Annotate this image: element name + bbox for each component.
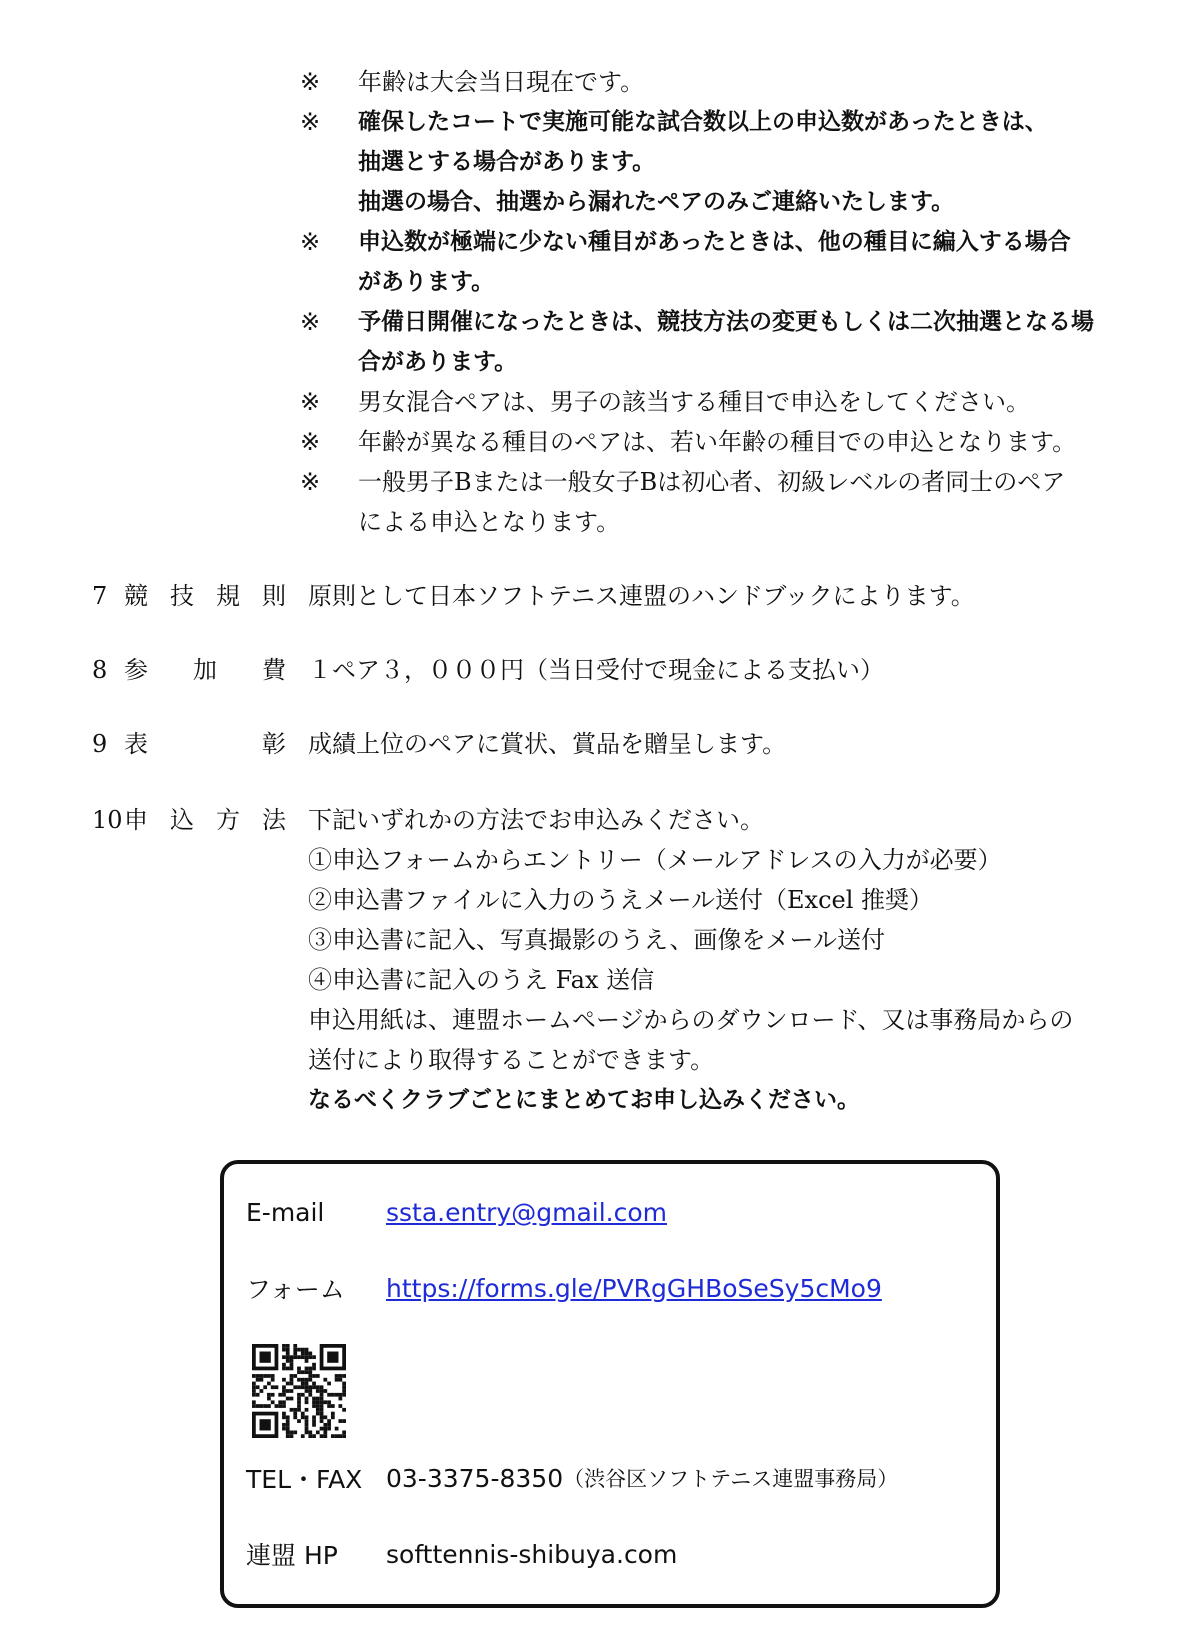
email-label: E-mail (246, 1198, 325, 1227)
contact-tel-row (246, 1460, 898, 1496)
hp-url[interactable]: softtennis-shibuya.com (386, 1539, 678, 1569)
note-item (300, 302, 1160, 382)
section-text: 成績上位のペアに賞状、賞品を贈呈します。 (308, 730, 787, 758)
note-line: による申込となります。 (358, 508, 621, 536)
note-line: 一般男子Bまたは一般女子Bは初心者、初級レベルの者同士のペア (358, 468, 1066, 496)
note-item (300, 222, 1160, 302)
tel-note: （渋谷区ソフトテニス連盟事務局） (563, 1467, 899, 1491)
contact-email-row (246, 1198, 667, 1227)
section-heading: 申 込 方 法 (124, 806, 286, 834)
note-line: 申込数が極端に少ない種目があったときは、他の種目に編入する場合 (358, 229, 1071, 255)
section-text: ②申込書ファイルに入力のうえメール送付（Excel 推奨） (308, 886, 934, 914)
contact-hp-row (246, 1536, 677, 1572)
section-rules (92, 576, 1168, 616)
section-number: 7 (92, 582, 108, 610)
tel-number: 03-3375-8350 (386, 1463, 564, 1493)
section-fee (92, 650, 1168, 690)
section-text: 申込用紙は、連盟ホームページからのダウンロード、又は事務局からの (308, 1006, 1074, 1034)
form-link[interactable]: https://forms.gle/PVRgGHBoSeSy5cMo9 (386, 1273, 882, 1303)
section-apply (92, 800, 1168, 1120)
note-mark: ※ (300, 428, 321, 456)
section-text: 送付により取得することができます。 (308, 1046, 715, 1074)
note-item (300, 102, 1160, 222)
email-link[interactable]: ssta.entry@gmail.com (386, 1198, 667, 1227)
note-item (300, 62, 1160, 102)
note-line: 確保したコートで実施可能な試合数以上の申込数があったときは、 (358, 109, 1048, 135)
section-heading: 表 彰 (124, 730, 286, 758)
section-number: 9 (92, 730, 108, 758)
section-heading: 参 加 費 (124, 656, 286, 684)
note-mark: ※ (300, 68, 321, 96)
tel-label: TEL・FAX (246, 1465, 363, 1494)
section-text: 原則として日本ソフトテニス連盟のハンドブックによります。 (308, 582, 975, 610)
section-heading: 競 技 規 則 (124, 582, 286, 610)
note-item (300, 382, 1160, 422)
section-text: ①申込フォームからエントリー（メールアドレスの入力が必要） (308, 846, 1002, 874)
note-mark: ※ (300, 468, 321, 496)
section-emphasis: なるべくクラブごとにまとめてお申し込みください。 (308, 1087, 860, 1113)
note-mark: ※ (300, 108, 321, 136)
section-award (92, 724, 1168, 764)
section-text: ④申込書に記入のうえ Fax 送信 (308, 966, 655, 994)
note-mark: ※ (300, 388, 321, 416)
section-number: 10 (92, 806, 123, 834)
note-line: 抽選の場合、抽選から漏れたペアのみご連絡いたします。 (358, 189, 955, 215)
note-item (300, 462, 1160, 542)
note-line: 年齢が異なる種目のペアは、若い年齢の種目での申込となります。 (358, 428, 1077, 456)
note-line: があります。 (358, 269, 495, 295)
note-item (300, 422, 1160, 462)
note-line: 男女混合ペアは、男子の該当する種目で申込をしてください。 (358, 388, 1030, 416)
section-number: 8 (92, 656, 108, 684)
notes-list (300, 62, 1160, 542)
note-line: 予備日開催になったときは、競技方法の変更もしくは二次抽選となる場 (358, 309, 1094, 335)
contact-box (220, 1160, 1000, 1608)
hp-label: 連盟 HP (246, 1541, 338, 1570)
form-label: フォーム (246, 1275, 345, 1304)
note-mark: ※ (300, 228, 321, 256)
note-line: 抽選とする場合があります。 (358, 149, 656, 175)
qr-code-icon[interactable] (252, 1344, 346, 1438)
contact-form-row (246, 1270, 882, 1306)
section-text: １ペア３，０００円（当日受付で現金による支払い） (308, 656, 884, 684)
note-line: 年齢は大会当日現在です。 (358, 68, 645, 96)
note-mark: ※ (300, 308, 321, 336)
section-text: 下記いずれかの方法でお申込みください。 (308, 806, 764, 834)
section-text: ③申込書に記入、写真撮影のうえ、画像をメール送付 (308, 926, 885, 954)
note-line: 合があります。 (358, 349, 518, 375)
